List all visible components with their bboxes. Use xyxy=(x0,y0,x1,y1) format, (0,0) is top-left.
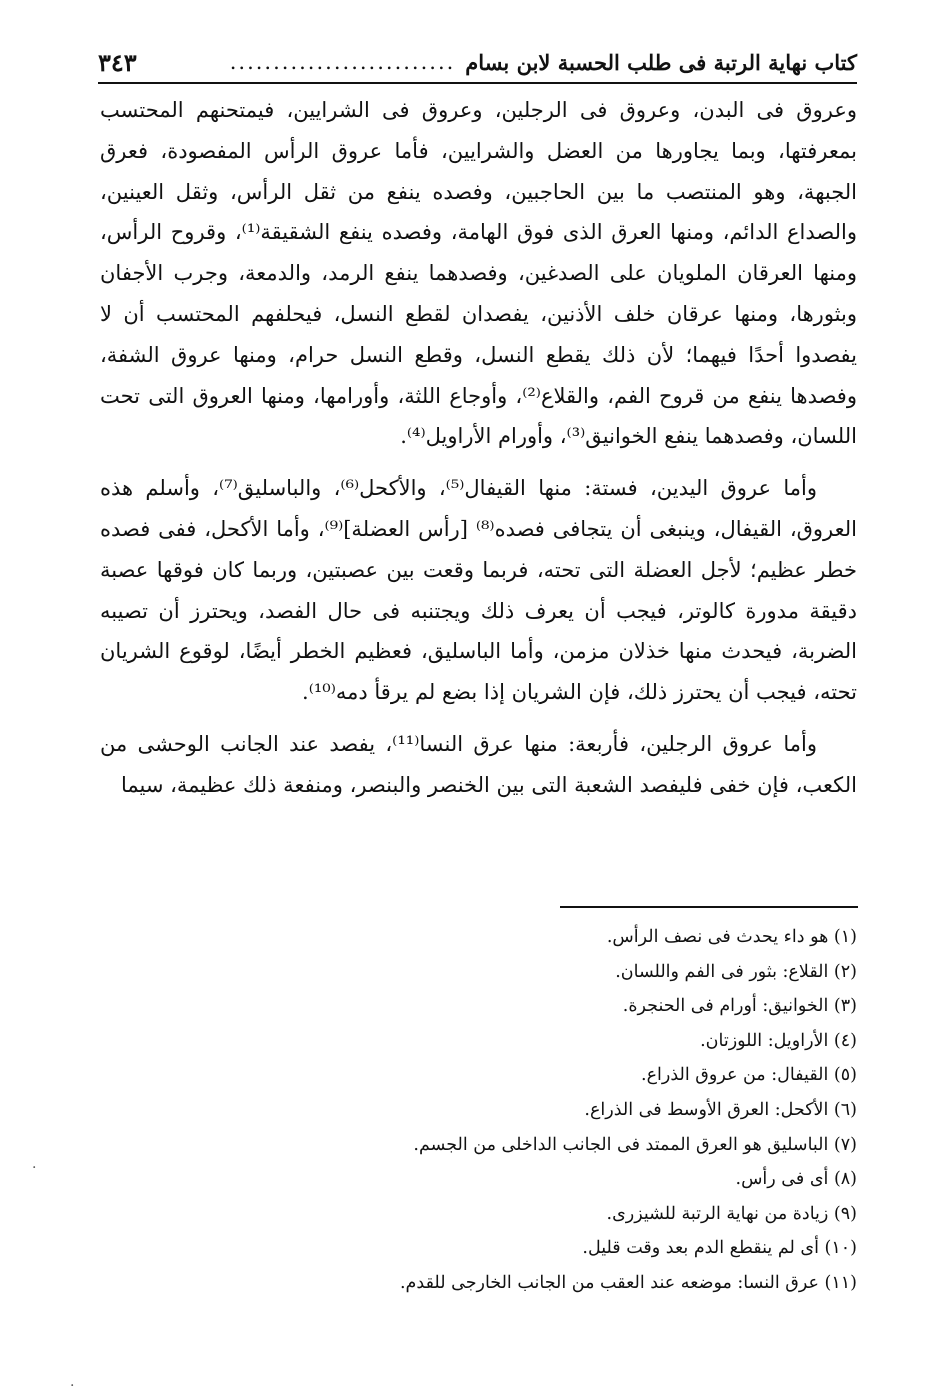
footnote-3: (٣) الخوانيق: أورام فى الحنجرة. xyxy=(622,996,857,1017)
page-number: ٣٤٣ xyxy=(98,47,137,77)
footnote-10: (١٠) أى لم ينقطع الدم بعد وقت قليل. xyxy=(582,1238,857,1259)
main-text xyxy=(100,90,857,806)
running-header xyxy=(98,42,857,84)
footnote-6: (٦) الأكحل: العرق الأوسط فى الذراع. xyxy=(584,1099,857,1120)
scan-speck: · xyxy=(32,1160,37,1176)
footnotes xyxy=(200,920,857,1301)
paragraph-arm-veins: وأما عروق اليدين، فستة: منها القيفال⁽⁵⁾، والأكحل⁽⁶⁾، والباسليق⁽⁷⁾، وأسلم هذه العروق، القيفال، وينبغى أن يتجافى فصده⁽⁸⁾ [رأس العضلة]⁽⁹⁾، وأما الأكحل، ففى فصده خطر عظيم؛ لأجل العضلة التى تحته، فربما وقعت بين عصبتين، وربما كان فوقها عصبة دقيقة مدورة كالوتر، فيجب أن يعرف ذلك ويجتنبه فى حال الفصد، ويحترز أن تصيبه الضربة، فيحدث منها خذلان مزمن، وأما الباسليق، فعظيم الخطر أيضًا، لوقوع الشريان تحته، فيجب أن يحترز ذلك، فإن الشريان إذا بضع لم يرقأ دمه⁽¹⁰⁾. xyxy=(100,476,858,705)
header-title: كتاب نهاية الرتبة فى طلب الحسبة لابن بسام xyxy=(465,49,857,75)
footnote-11: (١١) عرق النسا: موضعه عند العقب من الجانب الخارجى للقدم. xyxy=(399,1272,857,1293)
footnote-2: (٢) القلاع: بثور فى الفم واللسان. xyxy=(615,961,857,982)
footnote-9: (٩) زيادة من نهاية الرتبة للشيزرى. xyxy=(606,1203,857,1224)
footnote-separator xyxy=(560,906,858,908)
footnote-7: (٧) الباسليق هو العرق الممتد فى الجانب الداخلى من الجسم. xyxy=(413,1134,857,1155)
footnote-4: (٤) الأراويل: اللوزتان. xyxy=(700,1030,857,1051)
paragraph-leg-veins: وأما عروق الرجلين، فأربعة: منها عرق النسا⁽¹¹⁾، يفصد عند الجانب الوحشى من الكعب، فإن خفى فليفصد الشعبة التى بين الخنصر والبنصر، ومنفعة ذلك عظيمة، سيما xyxy=(100,731,857,797)
footnote-1: (١) هو داء يحدث فى نصف الرأس. xyxy=(606,927,857,947)
footnote-5: (٥) القيفال: من عروق الذراع. xyxy=(641,1065,857,1086)
paragraph-head-veins: وعروق فى البدن، وعروق فى الرجلين، وعروق فى الشرايين، فيمتحنهم المحتسب بمعرفتها، وبما يجاورها من العضل والشرايين، فأما عروق الرأس المفصودة، فعرق الجبهة، وهو المنتصب ما بين الحاجبين، وفصده ينفع من ثقل الرأس، وثقل العينين، والصداع الدائم، ومنها العرق الذى فوق الهامة، وفصده ينفع الشقيقة⁽¹⁾، وقروح الرأس، ومنها العرقان الملويان على الصدغين، وفصدهما ينفع الرمد، والدمعة، وجرب الأجفان وبثورها، ومنها عرقان خلف الأذنين، يفصدان لقطع النسل، فيحلفهم المحتسب أن لا يفصدوا أحدًا فيهما؛ لأن ذلك يقطع النسل، وقطع النسل حرام، ومنها عروق الشفة، وفصدها ينفع من قروح الفم، والقلاع⁽²⁾، وأوجاع اللثة، وأورامها، ومنها العروق التى تحت اللسان، وفصدهما ينفع الخوانيق⁽³⁾، وأورام الأراويل⁽⁴⁾. xyxy=(100,98,857,449)
scan-speck: · xyxy=(70,1378,75,1394)
footnote-8: (٨) أى فى رأس. xyxy=(735,1169,857,1190)
header-leader-dots: .......................... xyxy=(229,50,456,74)
